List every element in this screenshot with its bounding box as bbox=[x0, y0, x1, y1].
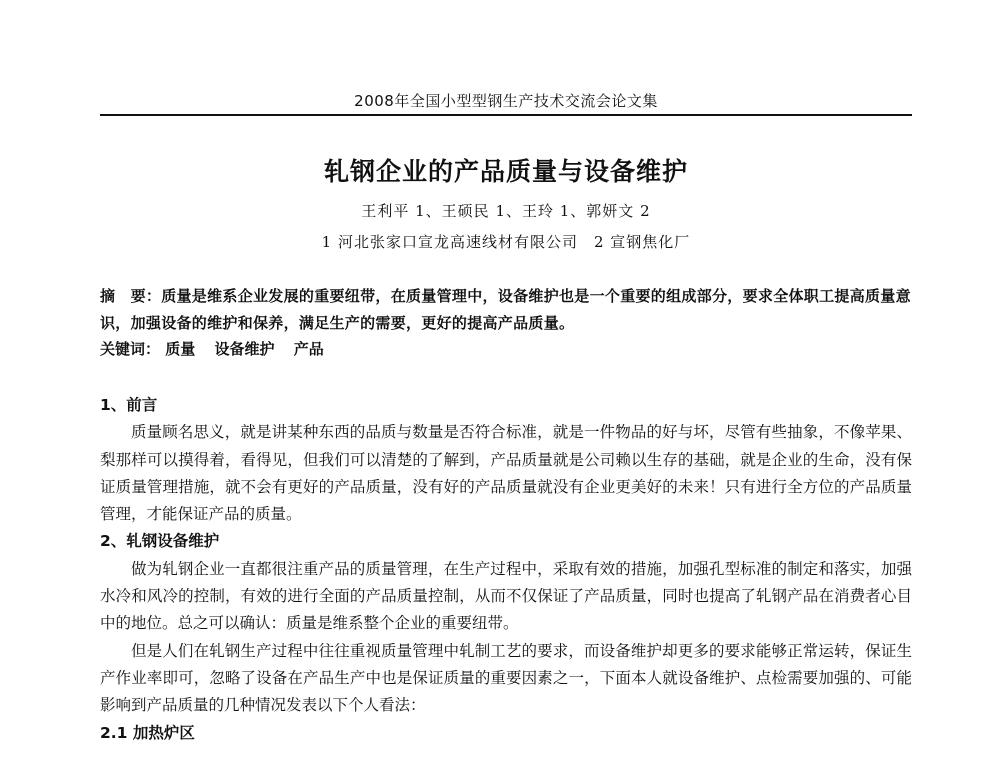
affiliations: 1 河北张家口宣龙高速线材有限公司 2 宣钢焦化厂 bbox=[321, 233, 691, 251]
abstract-text: 质量是维系企业发展的重要纽带，在质量管理中，设备维护也是一个重要的组成部分，要求全体职工提高质量意识，加强设备的维护和保养，满足生产的需要，更好的提高产品质量。 bbox=[100, 287, 911, 332]
equipment-paragraph-2: 但是人们在轧钢生产过程中往往重视质量管理中轧制工艺的要求，而设备维护却更多的要求能够正常运转，保证生产作业率即可，忽略了设备在产品生产中也是保证质量的重要因素之一，下面本人就设备维护、点检需要加强的、可能影响到产品质量的几种情况发表以下个人看法： bbox=[100, 641, 912, 715]
keyword: 质量 bbox=[165, 340, 196, 358]
keywords bbox=[100, 336, 912, 363]
body-text bbox=[100, 392, 912, 747]
author-list: 王利平 1、王硕民 1、王玲 1、郭妍文 2 bbox=[361, 202, 651, 220]
keywords-label: 关键词： bbox=[100, 340, 161, 358]
section-heading-intro: 1、前言 bbox=[100, 396, 158, 414]
abstract bbox=[100, 283, 912, 337]
equipment-paragraph-1: 做为轧钢企业一直都很注重产品的质量管理，在生产过程中，采取有效的措施，加强孔型标准的制定和落实，加强水冷和风冷的控制，有效的进行全面的产品质量控制，从而不仅保证了产品质量，同时也提高了轧钢产品在消费者心目中的地位。总之可以确认：质量是维系整个企业的重要纽带。 bbox=[100, 559, 912, 633]
keyword: 设备维护 bbox=[214, 340, 275, 358]
paper-title: 轧钢企业的产品质量与设备维护 bbox=[323, 157, 688, 186]
abstract-label: 摘 要： bbox=[100, 287, 162, 305]
section-heading-furnace: 2.1 加热炉区 bbox=[100, 723, 195, 742]
section-heading-equipment: 2、轧钢设备维护 bbox=[100, 532, 220, 551]
running-header: 2008年全国小型型钢生产技术交流会论文集 bbox=[354, 92, 658, 110]
intro-paragraph: 质量顾名思义，就是讲某种东西的品质与数量是否符合标准，就是一件物品的好与坏，尽管有些抽象，不像苹果、梨那样可以摸得着，看得见，但我们可以清楚的了解到，产品质量就是公司赖以生存的基础，就是企业的生命，没有保证质量管理措施，就不会有更好的产品质量，没有好的产品质量就没有企业更美好的未来！只有进行全方位的产品质量管理，才能保证产品的质量。 bbox=[100, 423, 912, 524]
keyword: 产品 bbox=[293, 340, 324, 358]
header-rule bbox=[100, 114, 912, 116]
